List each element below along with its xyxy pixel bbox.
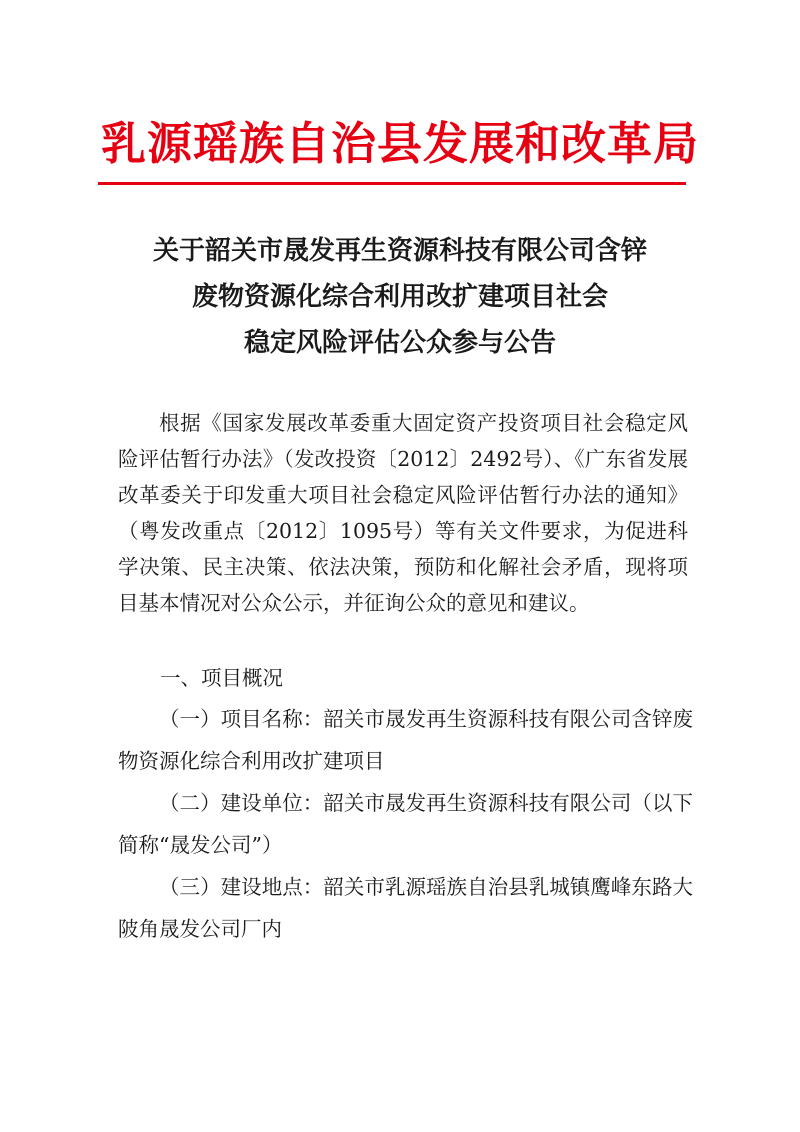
notice-title-line-2: 废物资源化综合利用改扩建项目社会: [191, 282, 608, 312]
list-item: [118, 698, 693, 782]
organization-header: 乳源瑶族自治县发展和改革局: [100, 117, 699, 170]
list-item: [118, 782, 693, 866]
red-divider-line: [98, 182, 686, 185]
notice-title: [0, 228, 800, 366]
item-construction-unit: （二）建设单位：韶关市晟发再生资源科技有限公司（以下简称“晟发公司”）: [118, 791, 693, 857]
item-project-name: （一）项目名称：韶关市晟发再生资源科技有限公司含锌废物资源化综合利用改扩建项目: [118, 707, 693, 773]
item-construction-site: （三）建设地点：韶关市乳源瑶族自治县乳城镇鹰峰东路大陂角晟发公司厂内: [118, 875, 693, 941]
intro-section: [118, 405, 688, 621]
intro-paragraph: 根据《国家发展改革委重大固定资产投资项目社会稳定风险评估暂行办法》（发改投资〔2012〕2492号）、《广东省发展改革委关于印发重大项目社会稳定风险评估暂行办法的通知》（粤发改重点〔2012〕1095号）等有关文件要求，为促进科学决策、民主决策、依法决策，预防和化解社会矛盾，现将项目基本情况对公众公示，并征询公众的意见和建议。: [118, 411, 688, 615]
list-item: [118, 866, 693, 950]
section-heading-project-overview: 一、项目概况: [160, 666, 283, 690]
notice-title-line-3: 稳定风险评估公众参与公告: [243, 328, 556, 358]
notice-title-line-1: 关于韶关市晟发再生资源科技有限公司含锌: [152, 236, 647, 266]
